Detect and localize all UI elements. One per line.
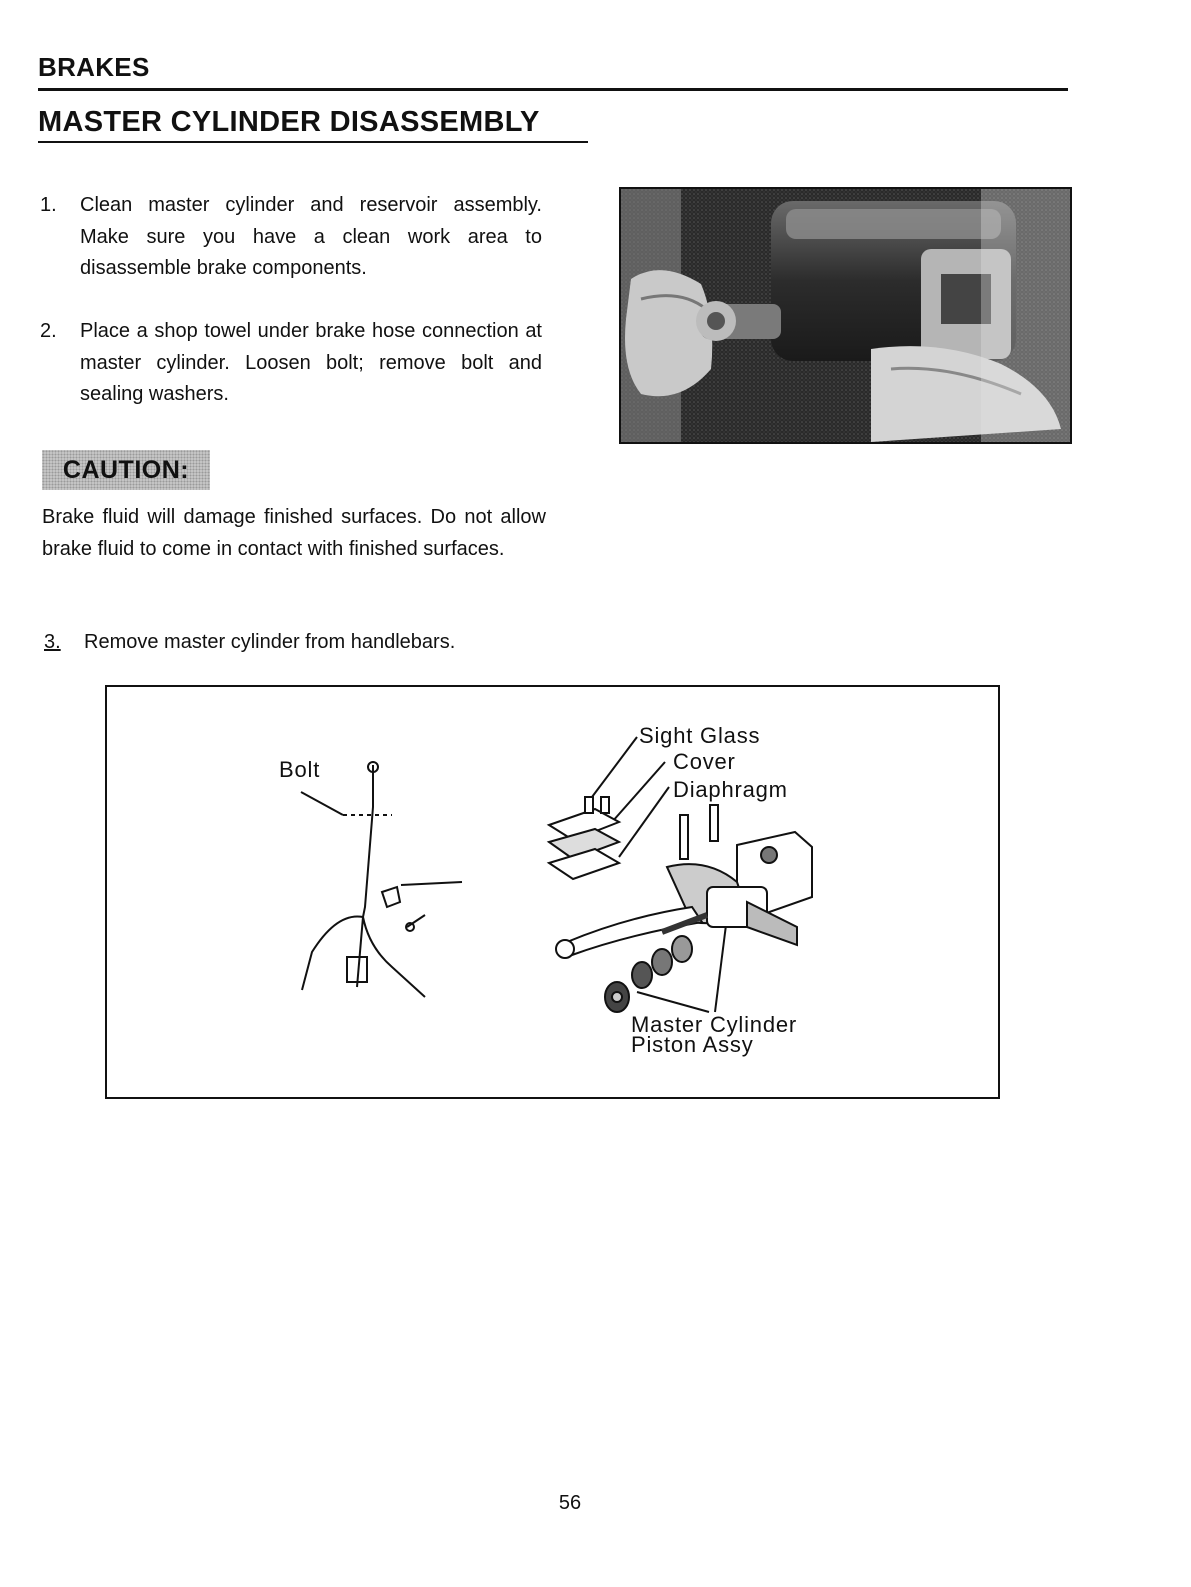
- header-rule: [38, 88, 1068, 91]
- step-text: Remove master cylinder from handlebars.: [84, 631, 456, 653]
- exploded-diagram-drawing: [107, 687, 998, 1097]
- page-number: 56: [558, 1492, 582, 1514]
- section-heading: BRAKES: [38, 52, 150, 82]
- step-number: 3.: [44, 631, 61, 653]
- label-diaphragm: Diaphragm: [673, 777, 788, 802]
- master-cylinder-assembly: [549, 797, 812, 1012]
- caution-label: CAUTION:: [42, 450, 210, 490]
- brake-hose-assembly: [301, 762, 462, 997]
- label-piston-assy: Piston Assy: [631, 1032, 754, 1057]
- label-cover: Cover: [673, 749, 736, 774]
- page-title: MASTER CYLINDER DISASSEMBLY: [38, 106, 540, 138]
- step-text: Clean master cylinder and reservoir assembly. Make sure you have a clean work area to disassemble brake components.: [80, 194, 542, 279]
- step-number: 2.: [40, 320, 57, 342]
- caution-text: Brake fluid will damage finished surfaces. Do not allow brake fluid to come in contact with finished surfaces.: [42, 506, 546, 560]
- step-2: [40, 316, 542, 411]
- label-sight-glass: Sight Glass: [639, 723, 761, 748]
- step-3: [44, 627, 564, 659]
- step-text: Place a shop towel under brake hose connection at master cylinder. Loosen bolt; remove bolt and sealing washers.: [80, 320, 542, 405]
- exploded-diagram: [105, 685, 1000, 1099]
- master-cylinder-photo: [619, 187, 1072, 444]
- photo-illustration: [621, 189, 1070, 442]
- label-master-cylinder: Master Cylinder: [631, 1012, 798, 1037]
- label-bolt: Bolt: [279, 757, 321, 782]
- title-underline: [38, 141, 588, 143]
- step-1: [40, 190, 542, 285]
- step-number: 1.: [40, 194, 57, 216]
